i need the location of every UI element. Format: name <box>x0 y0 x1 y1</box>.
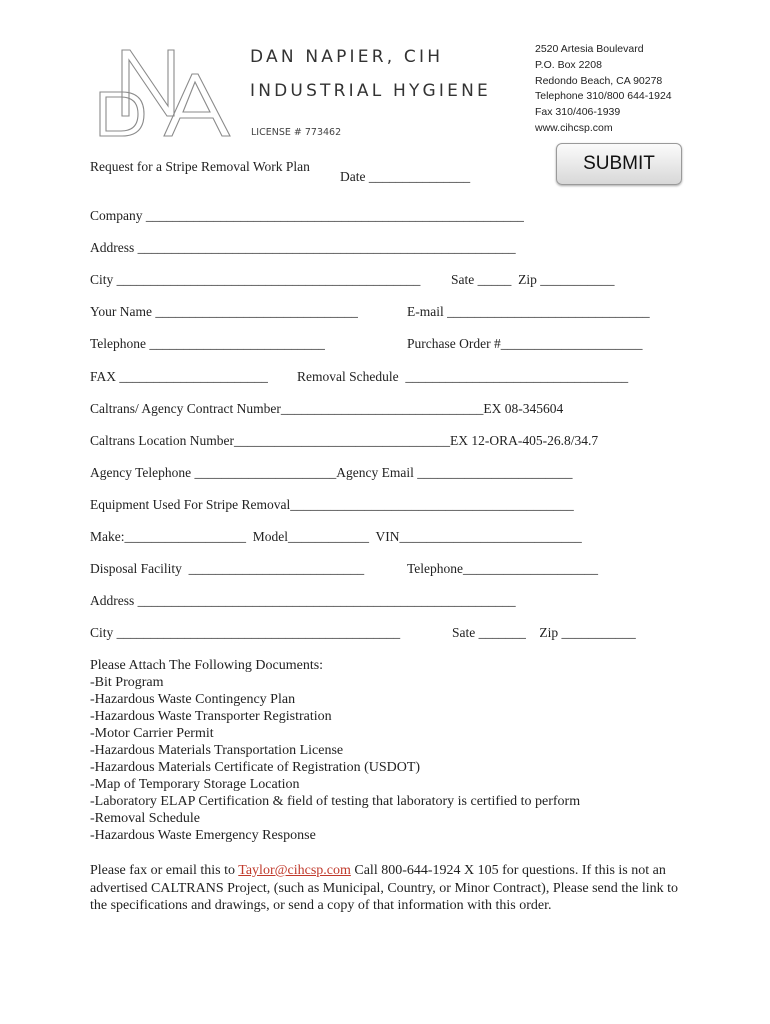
company-subtitle: INDUSTRIAL HYGIENE <box>250 81 491 101</box>
company-logo <box>92 44 242 140</box>
list-item: -Hazardous Waste Transporter Registration <box>90 709 332 724</box>
list-item: -Bit Program <box>90 675 164 690</box>
company-address-block <box>535 42 672 137</box>
list-item: -Hazardous Materials Certificate of Registration (USDOT) <box>90 760 421 775</box>
list-item: -Hazardous Waste Emergency Response <box>90 828 316 843</box>
your-name-field[interactable]: Your Name ______________________________ <box>90 304 358 319</box>
disposal-state-zip-field[interactable]: Sate _______ Zip ___________ <box>452 625 636 640</box>
caltrans-contract-field[interactable]: Caltrans/ Agency Contract Number______________________________EX 08-345604 <box>90 401 564 416</box>
telephone-field[interactable]: Telephone __________________________ <box>90 336 325 351</box>
website-link[interactable]: www.cihcsp.com <box>535 121 613 134</box>
address-line: 2520 Artesia Boulevard <box>535 43 644 55</box>
address-line: Redondo Beach, CA 90278 <box>535 74 663 87</box>
documents-heading: Please Attach The Following Documents: <box>90 658 324 673</box>
email-link[interactable]: Taylor@cihcsp.com <box>238 863 351 878</box>
disposal-telephone-field[interactable]: Telephone____________________ <box>407 561 599 576</box>
date-field[interactable]: Date _______________ <box>340 169 471 184</box>
list-item: -Hazardous Materials Transportation License <box>90 743 344 758</box>
list-item: -Map of Temporary Storage Location <box>90 777 300 792</box>
agency-contact-field[interactable]: Agency Telephone _____________________Agency Email _______________________ <box>90 465 573 480</box>
company-name: DAN NAPIER, CIH <box>250 47 444 67</box>
fax-line: Fax 310/406-1939 <box>535 106 621 119</box>
email-field[interactable]: E-mail ______________________________ <box>407 304 650 319</box>
footer-instructions <box>90 862 682 915</box>
disposal-city-field[interactable]: City __________________________________________ <box>90 625 401 640</box>
telephone-line: Telephone 310/800 644-1924 <box>535 90 672 103</box>
submit-button[interactable]: SUBMIT <box>556 143 682 185</box>
dna-logo-mark <box>92 44 242 140</box>
list-item: -Laboratory ELAP Certification & field of testing that laboratory is certified to perform <box>90 794 581 809</box>
caltrans-location-field[interactable]: Caltrans Location Number________________________________EX 12-ORA-405-26.8/34.7 <box>90 433 599 448</box>
fax-field[interactable]: FAX ______________________ <box>90 369 268 384</box>
purchase-order-field[interactable]: Purchase Order #_____________________ <box>407 336 643 351</box>
disposal-facility-field[interactable]: Disposal Facility __________________________ <box>90 561 365 576</box>
footer-prefix: Please fax or email this to <box>90 863 239 878</box>
disposal-address-field[interactable]: Address ________________________________________________________ <box>90 593 516 608</box>
address-line: P.O. Box 2208 <box>535 58 602 71</box>
company-field[interactable]: Company ________________________________________________________ <box>90 208 524 223</box>
license-number: LICENSE # 773462 <box>251 127 342 138</box>
list-item: -Motor Carrier Permit <box>90 726 214 741</box>
removal-schedule-field[interactable]: Removal Schedule _________________________________ <box>297 369 629 384</box>
list-item: -Hazardous Waste Contingency Plan <box>90 692 296 707</box>
state-zip-field[interactable]: Sate _____ Zip ___________ <box>451 272 615 287</box>
form-title: Request for a Stripe Removal Work Plan <box>90 159 310 174</box>
address-field[interactable]: Address ________________________________________________________ <box>90 240 516 255</box>
equipment-field[interactable]: Equipment Used For Stripe Removal__________________________________________ <box>90 497 574 512</box>
required-documents <box>90 657 580 844</box>
city-field[interactable]: City _____________________________________________ <box>90 272 421 287</box>
list-item: -Removal Schedule <box>90 811 201 826</box>
footer-suffix: Call 800-644-1924 X 105 for questions. If this is not an advertised CALTRANS Project, (such as Municipal, Country, or Minor Contract), Please send the link to the specifications and drawings, or send a copy of that information with this order. <box>90 863 679 913</box>
vehicle-field[interactable]: Make:__________________ Model____________ VIN___________________________ <box>90 529 582 544</box>
